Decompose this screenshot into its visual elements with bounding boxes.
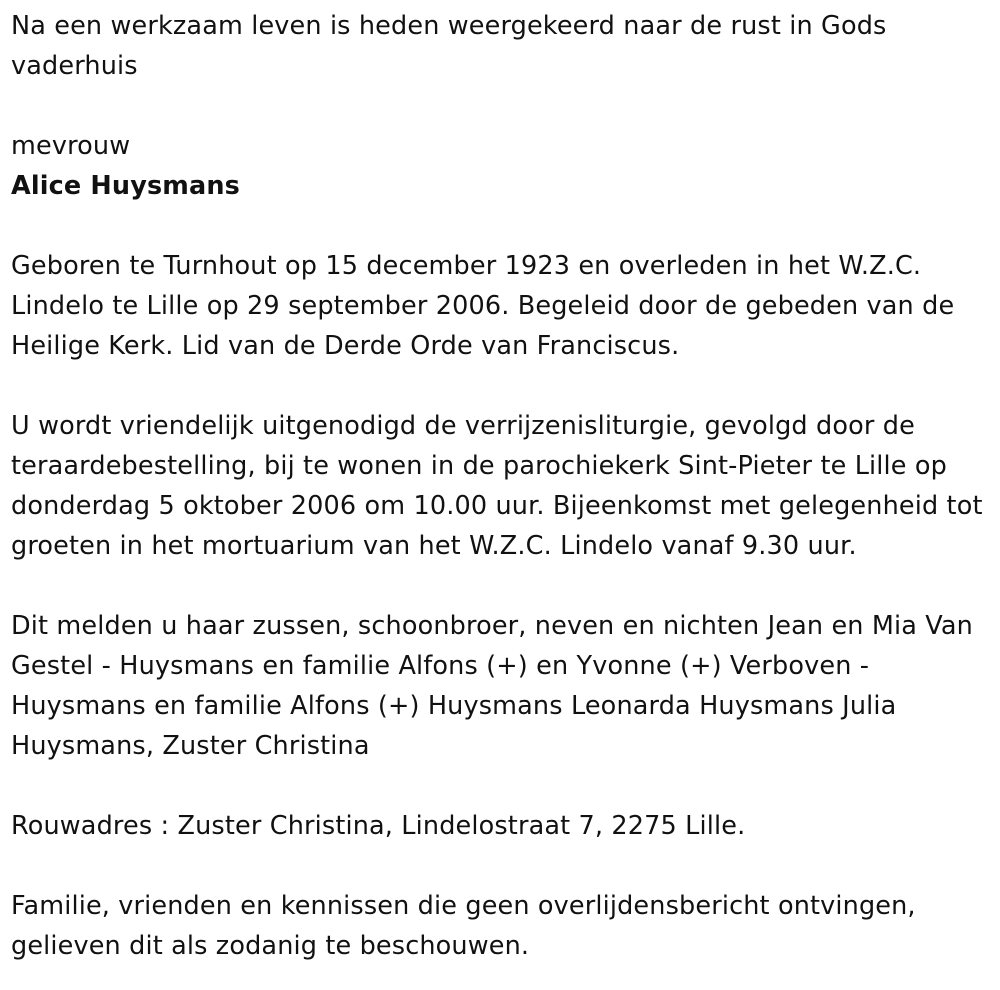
family-paragraph: Dit melden u haar zussen, schoonbroer, neven en nichten Jean en Mia Van Gestel - Huysmans en familie Alfons (+) en Yvonne (+) Verboven - Huysmans en familie Alfons (+) Huysmans Leonarda Huysmans Julia Huysmans, Zuster Christina	[11, 611, 973, 761]
invitation-paragraph: U wordt vriendelijk uitgenodigd de verrijzenisliturgie, gevolgd door de teraardebestelling, bij te wonen in de parochiekerk Sint-Pieter te Lille op donderdag 5 oktober 2006 om 10.00 uur. Bijeenkomst met gelegenheid tot groeten in het mortuarium van het W.Z.C. Lindelo vanaf 9.30 uur.	[11, 411, 983, 561]
deceased-name: Alice Huysmans	[11, 171, 241, 201]
mourning-address: Rouwadres : Zuster Christina, Lindelostraat 7, 2275 Lille.	[11, 811, 746, 841]
intro-text: Na een werkzaam leven is heden weergekeerd naar de rust in Gods vaderhuis	[11, 11, 887, 81]
title-prefix: mevrouw	[11, 131, 131, 161]
obituary-notice	[11, 6, 986, 966]
birth-death-paragraph: Geboren te Turnhout op 15 december 1923 en overleden in het W.Z.C. Lindelo te Lille op 29 september 2006. Begeleid door de gebeden van de Heilige Kerk. Lid van de Derde Orde van Franciscus.	[11, 251, 955, 361]
closing-paragraph: Familie, vrienden en kennissen die geen overlijdensbericht ontvingen, gelieven dit als zodanig te beschouwen.	[11, 891, 916, 961]
